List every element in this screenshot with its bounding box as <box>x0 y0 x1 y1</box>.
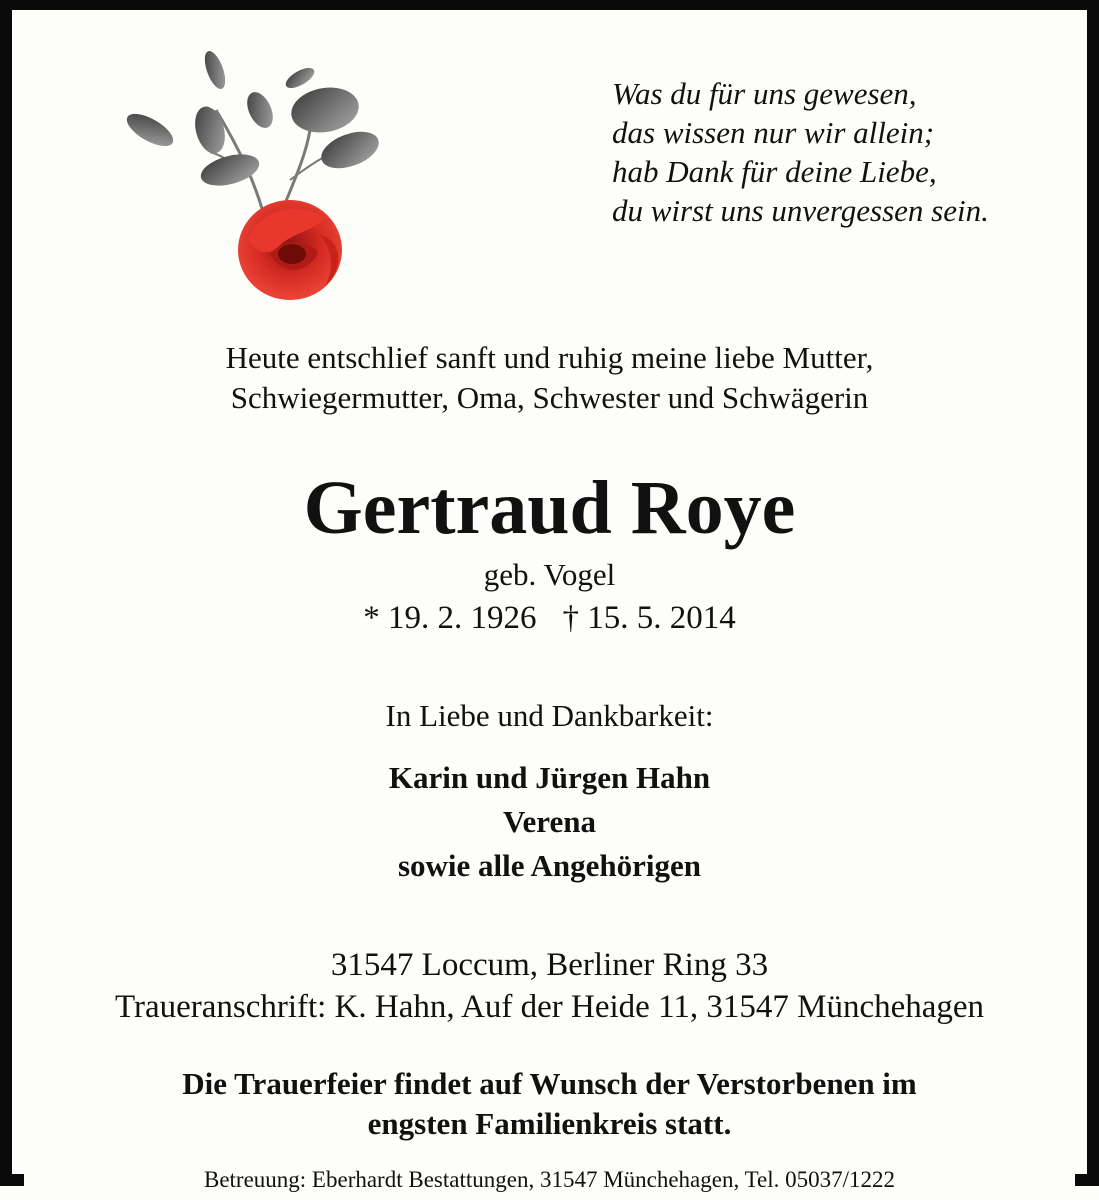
deceased-name: Gertraud Roye <box>303 466 796 550</box>
mourner: sowie alle Angehörigen <box>397 848 702 883</box>
poem-line: hab Dank für deine Liebe, <box>612 154 937 189</box>
maiden-name: geb. Vogel <box>483 557 616 592</box>
poem <box>612 74 1072 230</box>
thanks-line: In Liebe und Dankbarkeit: <box>385 698 714 733</box>
rose-icon <box>120 40 380 315</box>
border-right <box>1087 0 1099 1186</box>
border-bottom-right <box>1075 1174 1099 1186</box>
ceremony-notice <box>12 1064 1087 1144</box>
mourners-list <box>12 756 1087 888</box>
mourner: Karin und Jürgen Hahn <box>388 760 711 795</box>
funeral-home-credit: Betreuung: Eberhardt Bestattungen, 31547 Münchehagen, Tel. 05037/1222 <box>203 1167 895 1192</box>
intro-line: Schwiegermutter, Oma, Schwester und Schwägerin <box>230 380 869 415</box>
border-bottom-left <box>0 1174 24 1186</box>
intro-text <box>12 338 1087 418</box>
border-top <box>0 0 1099 10</box>
mourning-address: Traueranschrift: K. Hahn, Auf der Heide 11, 31547 Münchehagen <box>114 989 985 1025</box>
life-dates <box>12 598 1087 638</box>
intro-line: Heute entschlief sanft und ruhig meine liebe Mutter, <box>225 340 874 375</box>
residence-address: 31547 Loccum, Berliner Ring 33 <box>330 947 769 983</box>
poem-line: das wissen nur wir allein; <box>612 115 935 150</box>
border-left <box>0 0 12 1186</box>
mourner: Verena <box>503 804 596 839</box>
poem-line: du wirst uns unvergessen sein. <box>612 193 989 228</box>
poem-line: Was du für uns gewesen, <box>612 76 917 111</box>
birth-date: * 19. 2. 1926 <box>363 600 537 636</box>
death-date: † 15. 5. 2014 <box>562 600 736 636</box>
ceremony-line: Die Trauerfeier findet auf Wunsch der Verstorbenen im <box>182 1066 917 1101</box>
ceremony-line: engsten Familienkreis statt. <box>367 1106 732 1141</box>
